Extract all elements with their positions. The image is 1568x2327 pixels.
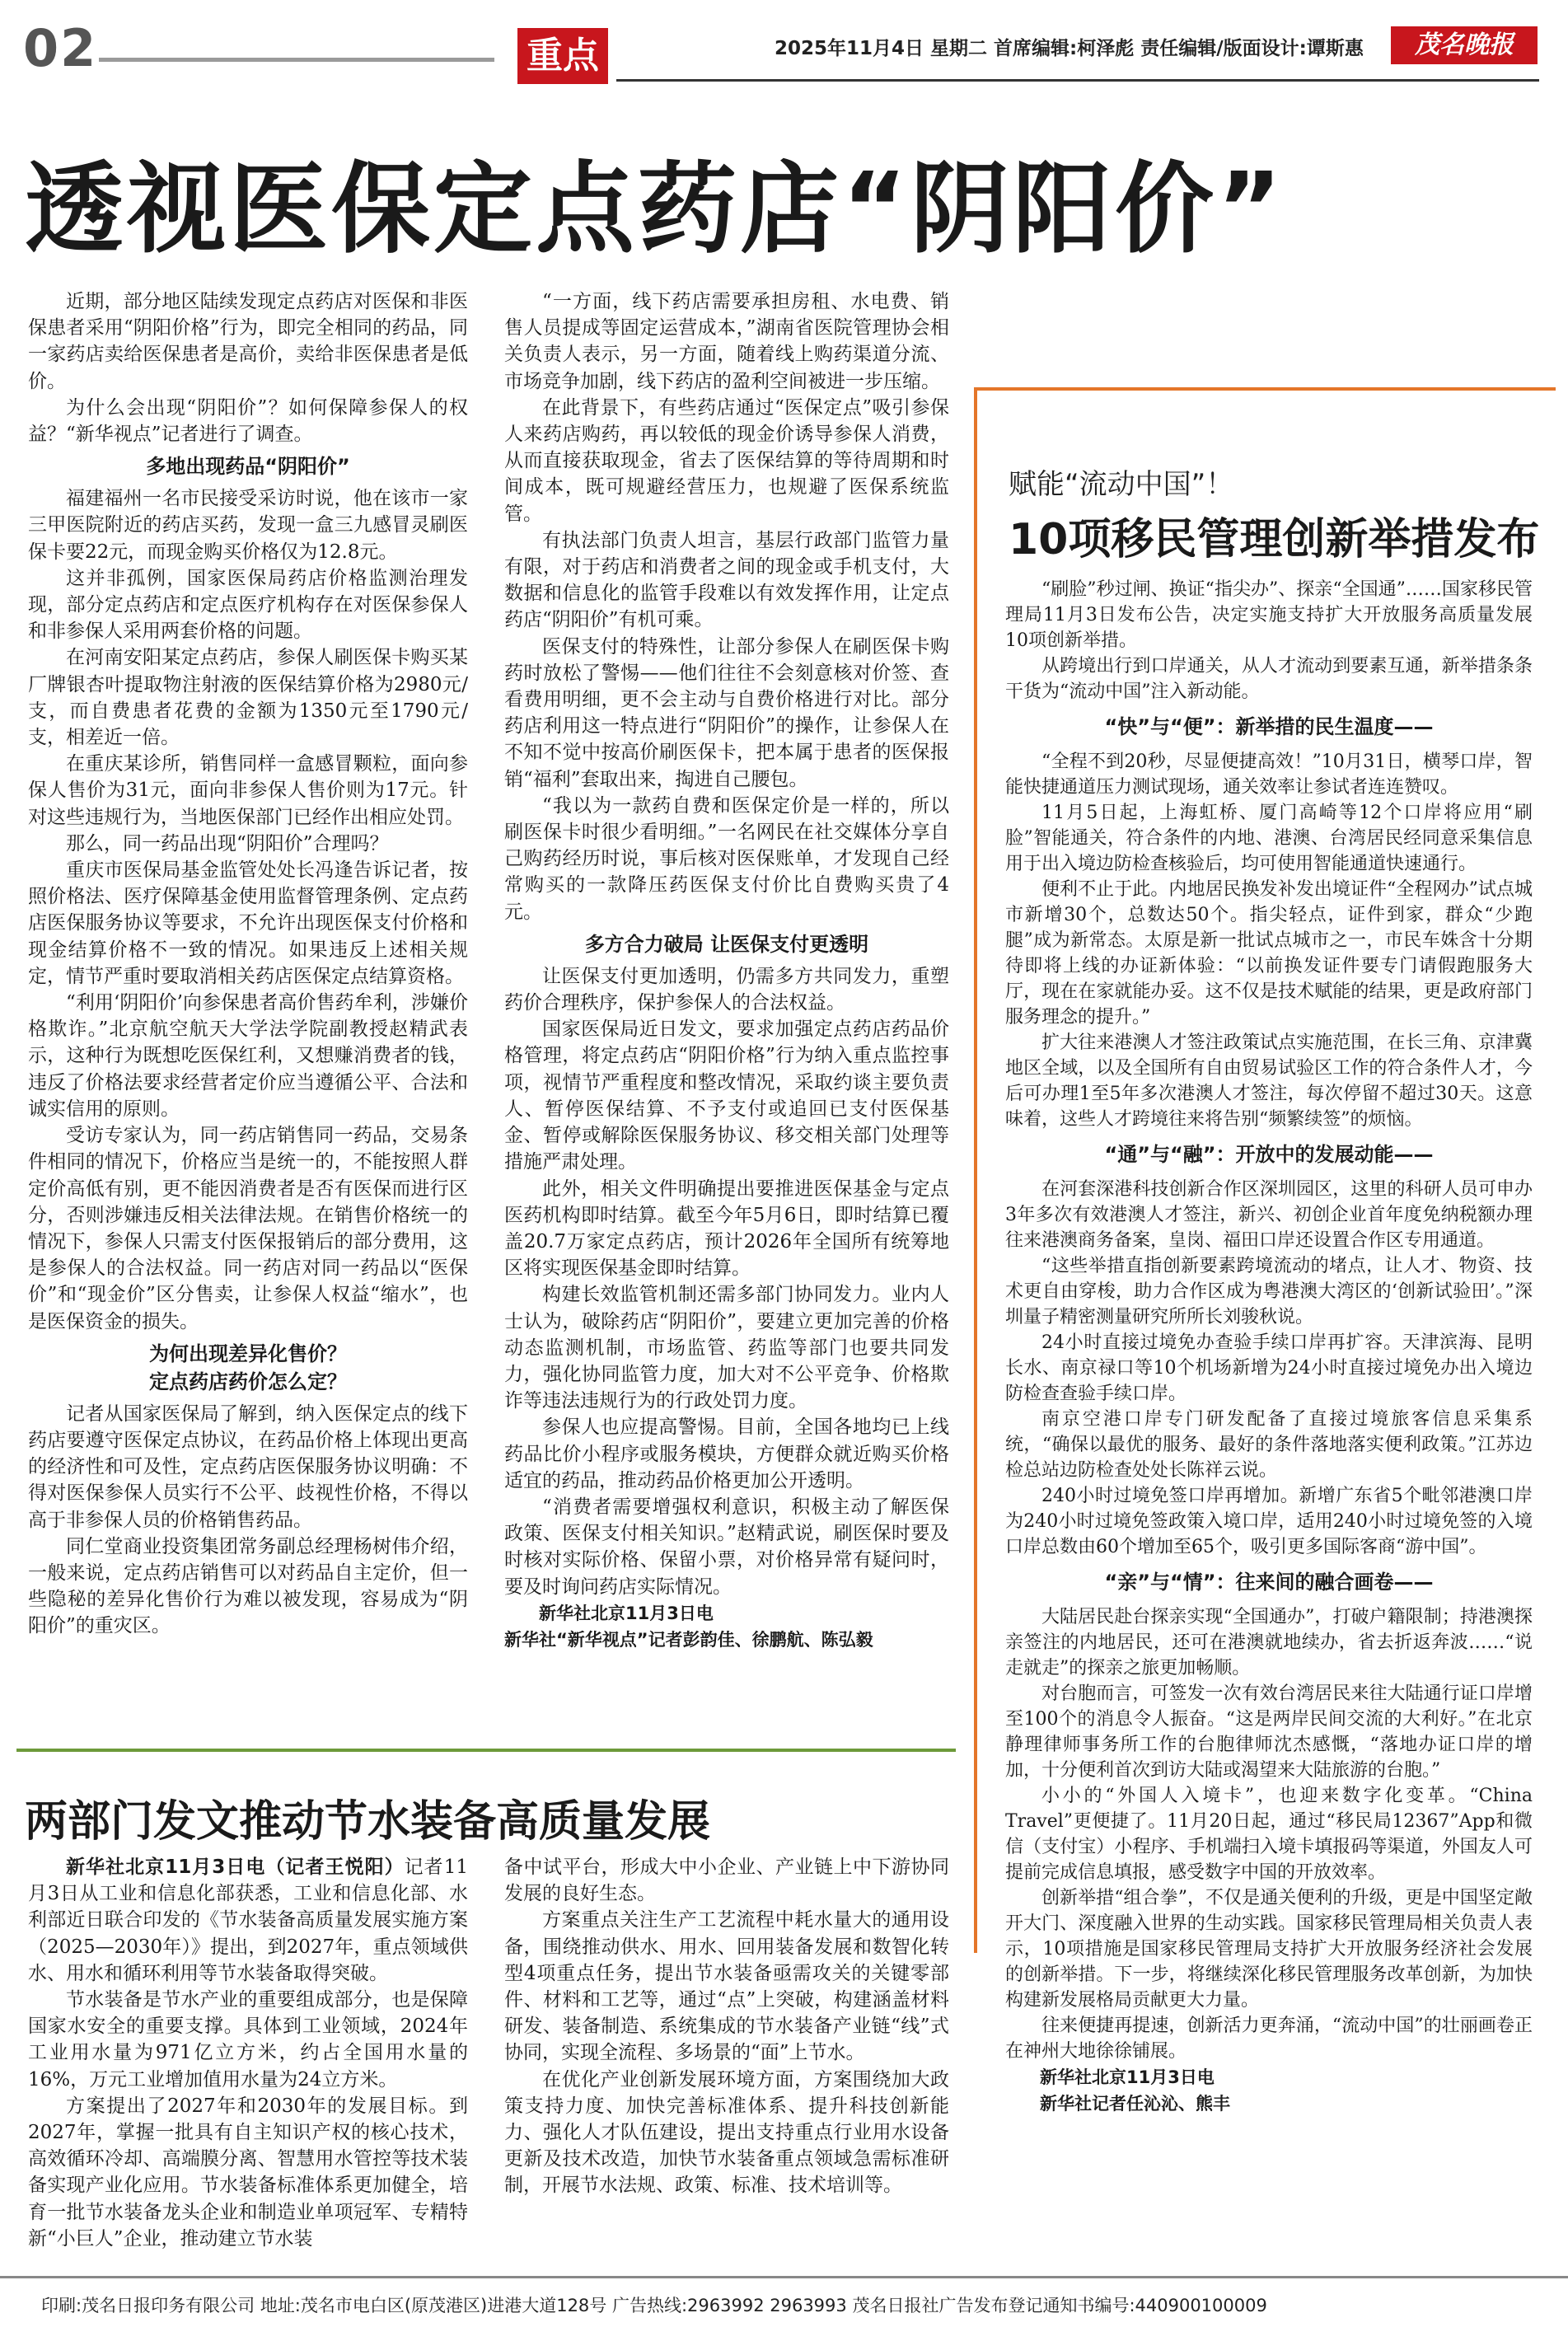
subheading: 多方合力破局 让医保支付更透明 [584,932,869,956]
paragraph: 让医保支付更加透明，仍需多方共同发力，重塑药价合理秩序，保护参保人的合法权益。 [504,965,949,1014]
paragraph: 重庆市医保局基金监管处处长冯逢告诉记者，按照价格法、医疗保障基金使用监督管理条例、定点药店医保服务协议等要求，不允许出现医保支付价格和现金结算价格不一致的情况。如果违反上述相关规定，情节严重时要取消相关药店医保定点结算资格。 [28,859,468,987]
paragraph: 便利不止于此。内地居民换发补发出境证件“全程网办”试点城市新增30个，总数达50个。指尖轻点，证件到家，群众“少跑腿”成为新常态。太原是新一批试点城市之一，市民车姝含十分期待即将上线的办证新体验：“以前换发证件要专门请假跑服务大厅，现在在家就能办妥。这不仅是技术赋能的结果，更是政府部门服务理念的提升。” [1005,879,1533,1028]
paragraph: 这并非孤例，国家医保局药店价格监测治理发现，部分定点药店和定点医疗机构存在对医保参保人和非参保人采用两套价格的问题。 [28,567,468,643]
paragraph [28,1854,468,1987]
paragraph: 扩大往来港澳人才签注政策试点实施范围，在长三角、京津冀地区全域，以及全国所有自由贸易试验区工作的符合条件人才，今后可办理1至5年多次港澳人才签注，每次停留不超过30天。这意味着，这些人才跨境往来将告别“频繁续签”的烦恼。 [1005,1032,1533,1130]
header-rule [99,58,494,62]
byline: 新华社北京11月3日电 [539,1603,714,1623]
article1-column-1 [28,288,468,1640]
paragraph: “消费者需要增强权利意识，积极主动了解医保政策、医保支付相关知识。”赵精武说，刷医保时要及时核对实际价格、保留小票，对价格异常有疑问时，要及时询问药店实际情况。 [504,1496,949,1598]
article1-column-2 [504,288,949,1653]
paragraph: 备中试平台，形成大中小企业、产业链上中下游协同发展的良好生态。 [504,1856,949,1905]
footer-info: 印刷:茂名日报印务有限公司 地址:茂名市电白区(原茂港区)进港大道128号 广告热线:2963992 2963993 茂名日报社广告发布登记通知书编号:440900100009 [41,2296,1267,2315]
footer-rule [0,2276,1568,2278]
paragraph: “利用‘阴阳价’向参保患者高价售药牟利，涉嫌价格欺诈。”北京航空航天大学法学院副教授赵精武表示，这种行为既想吃医保红利，又想赚消费者的钱，违反了价格法要求经营者定价应当遵循公平、合法和诚实信用的原则。 [28,992,468,1120]
paragraph: 受访专家认为，同一药店销售同一药品，交易条件相同的情况下，价格应当是统一的，不能按照人群定价高低有别，更不能因消费者是否有医保而进行区分，否则涉嫌违反相关法律法规。在销售价格统一的情况下，参保人只需支付医保报销后的部分费用，这是参保人的合法权益。同一药店对同一药品以“医保价”和“现金价”区分售卖，让参保人权益“缩水”，也是医保资金的损失。 [28,1125,468,1332]
paragraph: 在河套深港科技创新合作区深圳园区，这里的科研人员可申办3年多次有效港澳人才签注，新兴、初创企业首年度免纳税额办理往来港澳商务备案，皇岗、福田口岸还设置合作区专用通道。 [1005,1179,1533,1251]
byline: 新华社北京11月3日电 [1040,2067,1215,2087]
paragraph: 近期，部分地区陆续发现定点药店对医保和非医保患者采用“阴阳价格”行为，即完全相同的药品，同一家药店卖给医保患者是高价，卖给非医保患者是低价。 [28,291,468,392]
paragraph: 在此背景下，有些药店通过“医保定点”吸引参保人来药店购药，再以较低的现金价诱导参保人消费，从而直接获取现金，省去了医保结算的等待周期和时间成本，既可规避经营压力，也规避了医保系统监管。 [504,396,949,525]
subheading: “快”与“便”：新举措的民生温度—— [1104,715,1434,738]
paragraph: 那么，同一药品出现“阴阳价”合理吗？ [66,832,389,854]
paragraph: 节水装备是节水产业的重要组成部分，也是保障国家水安全的重要支撑。具体到工业领域，2024年工业用水量为971亿立方米，约占全国用水量的16%，万元工业增加值用水量为24立方米。 [28,1989,468,2091]
issue-info: 2025年11月4日 星期二 首席编辑:柯泽彪 责任编辑/版面设计:谭斯惠 [775,38,1364,59]
paragraph: 参保人也应提高警惕。目前，全国各地均已上线药品比价小程序或服务模块，方便群众就近购买价格适宜的药品，推动药品价格更加公开透明。 [504,1416,949,1491]
paragraph: “全程不到20秒，尽显便捷高效！”10月31日，横琴口岸，智能快捷通道压力测试现场，通关效率让参试者连连赞叹。 [1005,751,1533,798]
subheading: 为何出现差异化售价？ [149,1341,347,1365]
byline: 新华社记者任沁沁、熊丰 [1040,2094,1230,2114]
paragraph: 大陆居民赴台探亲实现“全国通办”，打破户籍限制；持港澳探亲签注的内地居民，还可在港澳就地续办，省去折返奔波……“说走就走”的探亲之旅更加畅顺。 [1005,1607,1533,1679]
paragraph: 在优化产业创新发展环境方面，方案围绕加大政策支持力度、加快完善标准体系、提升科技创新能力、强化人才队伍建设，提出支持重点行业用水设备更新及技术改造，加快节水装备重点领域急需标准研制，开展节水法规、政策、标准、技术培训等。 [504,2068,949,2197]
article3-column-1 [28,1854,468,2252]
paragraph: 有执法部门负责人坦言，基层行政部门监管力量有限，对于药店和消费者之间的现金或手机支付，大数据和信息化的监管手段难以有效发挥作用，让定点药店“阴阳价”有机可乘。 [504,529,949,631]
paragraph: 24小时直接过境免办查验手续口岸再扩容。天津滨海、昆明长水、南京禄口等10个机场新增为24小时直接过境免办出入境边防检查查验手续口岸。 [1005,1332,1533,1404]
paragraph: “我以为一款药自费和医保定价是一样的，所以刷医保卡时很少看明细。”一名网民在社交媒体分享自己购药经历时说，事后核对医保账单，才发现自己经常购买的一款降压药医保支付价比自费购买贵了4元。 [504,794,949,923]
paragraph: 同仁堂商业投资集团常务副总经理杨树伟介绍，一般来说，定点药店销售可以对药品自主定价，但一些隐秘的差异化售价行为难以被发现，容易成为“阴阳价”的重灾区。 [28,1535,468,1637]
paragraph: 对台胞而言，可签发一次有效台湾居民来往大陆通行证口岸增至100个的消息令人振奋。“这是两岸民间交流的大利好。”在北京静理律师事务所工作的台胞律师沈杰感慨，“落地办证口岸的增加，十分便利首次到访大陆或渴望来大陆旅游的台胞。” [1005,1683,1533,1781]
box-border-left [974,387,977,1953]
masthead-logo: 茂名晚报 [1391,26,1538,64]
section-divider [16,1749,956,1752]
paragraph: 南京空港口岸专门研发配备了直接过境旅客信息采集系统，“确保以最优的服务、最好的条件落地落实便利政策。”江苏边检总站边防检查处处长陈祥云说。 [1005,1409,1533,1481]
box-border-top [974,387,1556,391]
subheading: 定点药店药价怎么定？ [149,1370,347,1393]
paragraph: 11月5日起，上海虹桥、厦门高崎等12个口岸将应用“刷脸”智能通关，符合条件的内地、港澳、台湾居民经同意采集信息用于出入境边防检查核验后，均可使用智能通道快速通行。 [1005,803,1533,874]
paragraph: 往来便捷再提速，创新活力更奔涌，“流动中国”的壮丽画卷正在神州大地徐徐铺展。 [1005,2016,1533,2062]
paragraph: 240小时过境免签口岸再增加。新增广东省5个毗邻港澳口岸为240小时过境免签政策入境口岸，适用240小时过境免签的入境口岸总数由60个增加至65个，吸引更多国际客商“游中国”。 [1005,1486,1533,1557]
main-headline: 透视医保定点药店“阴阳价” [25,152,1285,267]
paragraph: 此外，相关文件明确提出要推进医保基金与定点医药机构即时结算。截至今年5月6日，即时结算已覆盖20.7万家定点药店，预计2026年全国所有统筹地区将实现医保基金即时结算。 [504,1178,949,1280]
dateline: 新华社北京11月3日电（记者王悦阳） [66,1856,405,1878]
article3-headline: 两部门发文推动节水装备高质量发展 [25,1797,711,1847]
paragraph: “这些举措直指创新要素跨境流动的堵点，让人才、物资、技术更自由穿梭，助力合作区成为粤港澳大湾区的‘创新试验田’。”深圳量子精密测量研究所所长刘骏秋说。 [1005,1256,1533,1327]
byline: 新华社“新华视点”记者彭韵佳、徐鹏航、陈弘毅 [504,1629,873,1650]
article2-kicker: 赋能“流动中国”！ [1009,468,1234,501]
paragraph: 在河南安阳某定点药店，参保人刷医保卡购买某厂牌银杏叶提取物注射液的医保结算价格为2980元/支，而自费患者花费的金额为1350元至1790元/支，相差近一倍。 [28,647,468,749]
subheading: 多地出现药品“阴阳价” [146,455,350,479]
article2-headline: 10项移民管理创新举措发布 [1009,515,1540,564]
paragraph: 在重庆某诊所，销售同样一盒感冒颗粒，面向参保人售价为31元，面向非参保人售价则为17元。针对这些违规行为，当地医保部门已经作出相应处罚。 [28,753,468,828]
paragraph: 构建长效监管机制还需多部门协同发力。业内人士认为，破除药店“阴阳价”，要建立更加完善的价格动态监测机制，市场监管、药监等部门也要共同发力，强化协同监管力度，加大对不公平竞争、价格欺诈等违法违规行为的行政处罚力度。 [504,1284,949,1412]
paragraph: 小小的“外国人入境卡”，也迎来数字化变革。“China Travel”更便捷了。11月20日起，通过“移民局12367”App和微信（支付宝）小程序、手机端扫入境卡填报码等渠道，外国友人可提前完成信息填报，感受数字中国的开放效率。 [1005,1786,1533,1883]
paragraph: 方案重点关注生产工艺流程中耗水量大的通用设备，围绕推动供水、用水、回用装备发展和数智化转型4项重点任务，提出节水装备亟需攻关的关键零部件、材料和工艺等，通过“点”上突破，构建涵盖材料研发、装备制造、系统集成的节水装备产业链“线”式协同，实现全流程、多场景的“面”上节水。 [504,1909,949,2064]
paragraph: 记者从国家医保局了解到，纳入医保定点的线下药店要遵守医保定点协议，在药品价格上体现出更高的经济性和可及性，定点药店医保服务协议明确：不得对医保参保人员实行不公平、歧视性价格，不得以高于非参保人员的价格销售药品。 [28,1402,468,1531]
section-tag: 重点 [517,28,608,84]
paragraph: “一方面，线下药店需要承担房租、水电费、销售人员提成等固定运营成本，”湖南省医院管理协会相关负责人表示，另一方面，随着线上购药渠道分流、市场竞争加剧，线下药店的盈利空间被进一步压缩。 [504,291,949,392]
paragraph: 福建福州一名市民接受采访时说，他在该市一家三甲医院附近的药店买药，发现一盒三九感冒灵刷医保卡要22元，而现金购买价格仅为12.8元。 [28,488,468,563]
paragraph: 方案提出了2027年和2030年的发展目标。到2027年，掌握一批具有自主知识产权的核心技术，高效循环冷却、高端膜分离、智慧用水管控等技术装备实现产业化应用。节水装备标准体系更加健全，培育一批节水装备龙头企业和制造业单项冠军、专精特新“小巨人”企业，推动建立节水装 [28,2095,468,2250]
paragraph: 为什么会出现“阴阳价”？如何保障参保人的权益？“新华视点”记者进行了调查。 [28,396,468,446]
paragraph-text: 记者11月3日从工业和信息化部获悉，工业和信息化部、水利部近日联合印发的《节水装备高质量发展实施方案（2025—2030年）》提出，到2027年，重点领域供水、用水和循环利用等节水装备取得突破。 [28,1856,468,1984]
article2-body [1005,577,1533,2117]
header-divider [616,79,1539,82]
paragraph: 国家医保局近日发文，要求加强定点药店药品价格管理，将定点药店“阴阳价格”行为纳入重点监控事项，视情节严重程度和整改情况，采取约谈主要负责人、暂停医保结算、不予支付或追回已支付医保基金、暂停或解除医保服务协议、移交相关部门处理等措施严肃处理。 [504,1018,949,1173]
paragraph: 创新举措“组合拳”，不仅是通关便利的升级，更是中国坚定敞开大门、深度融入世界的生动实践。国家移民管理局相关负责人表示，10项措施是国家移民管理局支持扩大开放服务经济社会发展的创新举措。下一步，将继续深化移民管理服务改革创新，为加快构建新发展格局贡献更大力量。 [1005,1888,1533,2011]
paragraph: 医保支付的特殊性，让部分参保人在刷医保卡购药时放松了警惕——他们往往不会刻意核对价签、查看费用明细，更不会主动与自费价格进行对比。部分药店利用这一特点进行“阴阳价”的操作，让参保人在不知不觉中按高价刷医保卡，把本属于患者的医保报销“福利”套取出来，掏进自己腰包。 [504,635,949,790]
subheading: “通”与“融”：开放中的发展动能—— [1104,1143,1434,1166]
article3-column-2 [504,1854,949,2199]
subheading: “亲”与“情”：往来间的融合画卷—— [1104,1571,1434,1594]
paragraph: “刷脸”秒过闸、换证“指尖办”、探亲“全国通”……国家移民管理局11月3日发布公告，决定实施支持扩大开放服务高质量发展10项创新举措。 [1005,579,1533,651]
page-number: 02 [23,18,98,78]
paragraph: 从跨境出行到口岸通关，从人才流动到要素互通，新举措条条干货为“流动中国”注入新动能。 [1005,656,1533,702]
